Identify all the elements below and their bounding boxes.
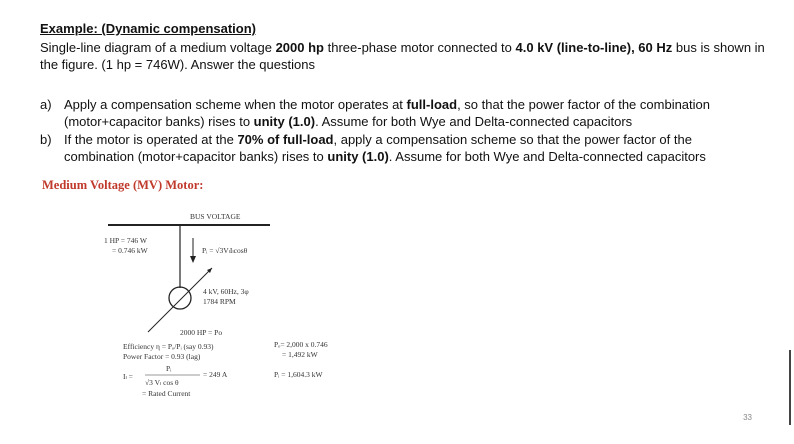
question-a-label: a) (40, 97, 52, 112)
qa-bold-2: unity (1.0) (253, 114, 316, 129)
rated-current-value: = 249 A (203, 370, 228, 379)
input-power-equation: Pᵢ = √3VₗIₗcosθ (202, 246, 248, 255)
qa-text-3: . Assume for both Wye and Delta-connected capacitors (315, 114, 633, 129)
efficiency-line: Efficiency η = Pₒ/Pᵢ (say 0.93) (123, 342, 214, 351)
arrowhead-icon (190, 256, 196, 263)
page-number: 33 (743, 413, 752, 422)
intro-text-2: three-phase motor connected to (324, 40, 516, 55)
intro-text-3: bus is shown in the figure. (1 hp = 746W). Answer the questions (40, 40, 765, 72)
qb-bold-2: unity (1.0) (327, 149, 389, 164)
intro-text-1: Single-line diagram of a medium voltage (40, 40, 276, 55)
power-factor-line: Power Factor = 0.93 (lag) (123, 352, 201, 361)
qb-text-1: If the motor is operated at the (64, 132, 238, 147)
current-formula-denominator: √3 Vₗ cos θ (145, 378, 179, 387)
motor-rating: 2000 HP = Po (180, 328, 223, 337)
qa-bold-1: full-load (406, 97, 458, 112)
motor-spec-rpm: 1784 RPM (203, 297, 236, 306)
qb-bold-1: 70% of full-load (237, 132, 334, 147)
mv-motor-heading: Medium Voltage (MV) Motor: (42, 178, 204, 192)
current-formula-numerator: Pᵢ (166, 364, 172, 373)
qb-text-3: . Assume for both Wye and Delta-connected capacitors (388, 149, 706, 164)
hp-definition-1: 1 HP = 746 W (104, 236, 147, 245)
output-power-line-1: Pₒ= 2,000 x 0.746 (274, 340, 328, 349)
output-power-line-2: = 1,492 kW (282, 350, 318, 359)
motor-spec-voltage: 4 kV, 60Hz, 3φ (203, 287, 249, 296)
hp-definition-2: = 0.746 kW (112, 246, 148, 255)
input-power-value: Pᵢ = 1,604.3 kW (274, 370, 323, 379)
current-formula-lhs: Iₗ = (123, 372, 133, 381)
qb-text-2: , apply a compensation scheme so that the power factor of the combination (motor+capacitor banks) rises to (64, 132, 692, 164)
rated-current-label: = Rated Current (142, 389, 191, 398)
qa-text-2: , so that the power factor of the combination (motor+capacitor banks) rises to (64, 97, 711, 129)
question-b-label: b) (40, 132, 52, 147)
intro-bold-1: 2000 hp (275, 40, 324, 55)
intro-bold-2: 4.0 kV (line-to-line), 60 Hz (515, 40, 673, 55)
scrollbar[interactable] (789, 350, 791, 425)
motor-symbol (169, 287, 191, 309)
bus-voltage-label: BUS VOLTAGE (190, 212, 241, 221)
qa-text-1: Apply a compensation scheme when the motor operates at (64, 97, 407, 112)
example-title: Example: (Dynamic compensation) (40, 21, 256, 36)
